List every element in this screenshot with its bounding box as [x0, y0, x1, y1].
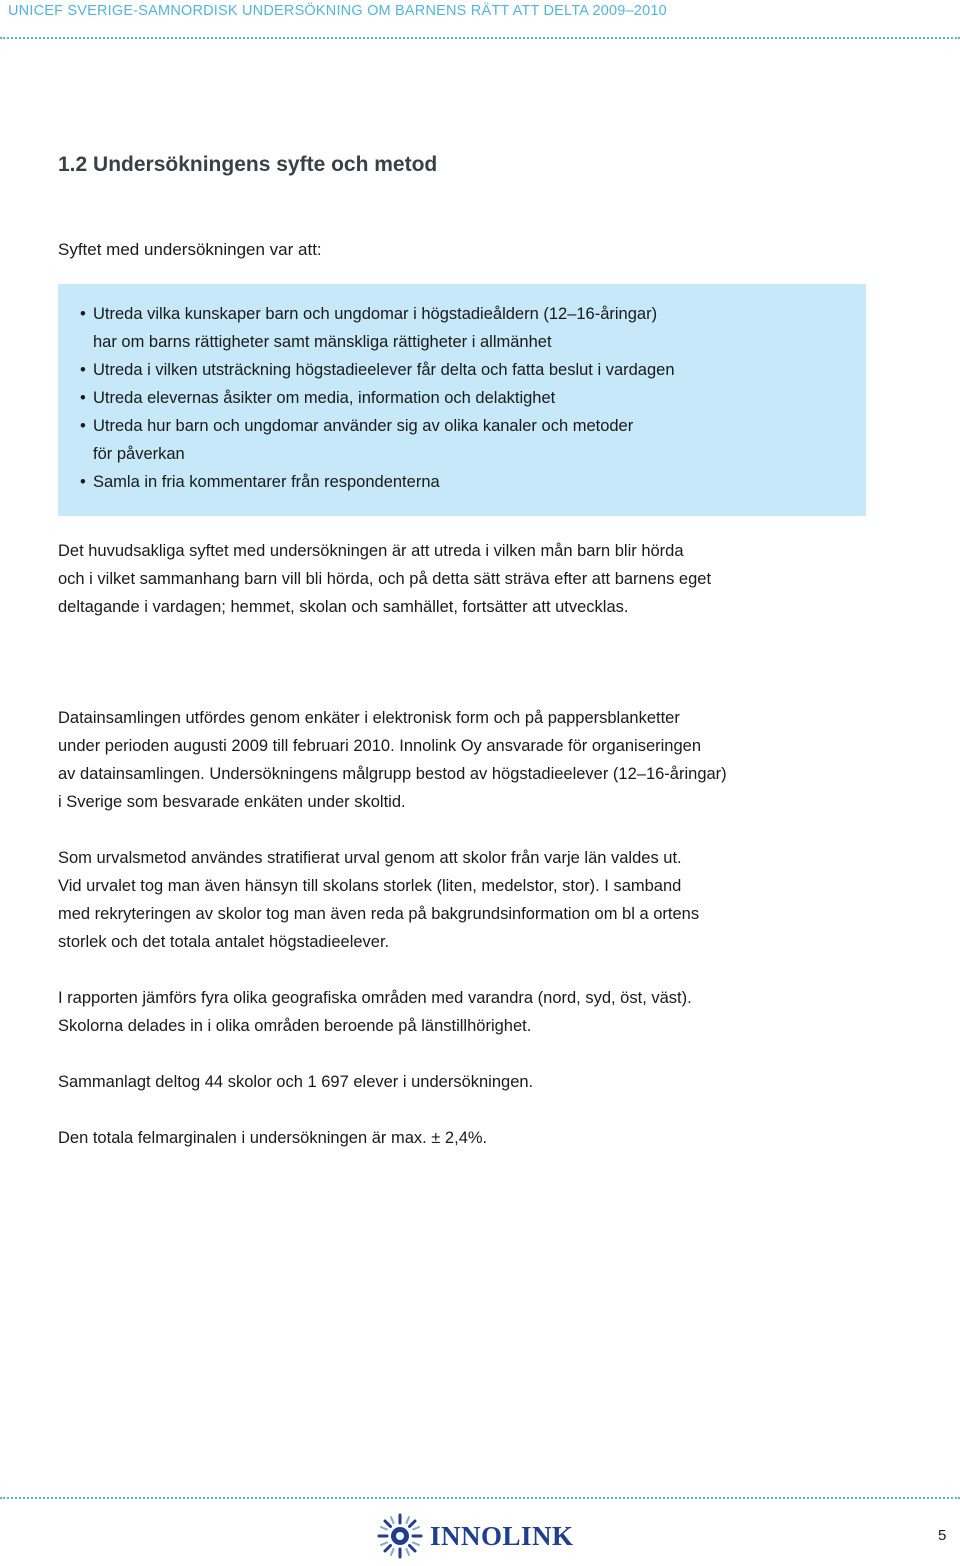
objective-item: [80, 412, 866, 440]
paragraph-line: under perioden augusti 2009 till februari 2010. Innolink Oy ansvarade för organiseringen: [58, 737, 702, 755]
paragraph-line: och i vilket sammanhang barn vill bli hörda, och på detta sätt sträva efter att barnens eget: [58, 570, 712, 588]
paragraph-line: Skolorna delades in i olika områden beroende på länstillhörighet.: [58, 1017, 532, 1035]
bullet-icon: •: [80, 361, 86, 379]
section-intro: Syftet med undersökningen var att:: [58, 240, 322, 259]
objectives-box: [58, 284, 866, 516]
paragraph-line: deltagande i vardagen; hemmet, skolan och samhället, fortsätter att utvecklas.: [58, 598, 629, 616]
objective-line: har om barns rättigheter samt mänskliga rättigheter i allmänhet: [93, 333, 552, 351]
objective-line: Utreda i vilken utsträckning högstadieelever får delta och fatta beslut i vardagen: [93, 361, 675, 379]
paragraph-main-purpose: [58, 537, 878, 621]
paragraph-line: Vid urvalet tog man även hänsyn till skolans storlek (liten, medelstor, stor). I samband: [58, 877, 682, 895]
paragraph-line: storlek och det totala antalet högstadieelever.: [58, 933, 390, 951]
objective-line: Utreda elevernas åsikter om media, information och delaktighet: [93, 389, 556, 407]
bullet-icon: •: [80, 473, 86, 491]
running-header: UNICEF SVERIGE-SAMNORDISK UNDERSÖKNING OM BARNENS RÄTT ATT DELTA 2009–2010: [8, 3, 667, 19]
logo-wordmark: INNOLINK: [430, 1520, 574, 1551]
footer-divider: [0, 1497, 960, 1499]
objective-item-continuation: [80, 328, 866, 356]
paragraph-line: med rekryteringen av skolor tog man även reda på bakgrundsinformation om bl a ortens: [58, 905, 700, 923]
section-title: 1.2 Undersökningens syfte och metod: [58, 153, 438, 176]
paragraph-line: i Sverige som besvarade enkäten under skoltid.: [58, 793, 406, 811]
paragraph-margin-of-error: [58, 1124, 878, 1152]
paragraph-sampling: [58, 844, 878, 956]
paragraph-participants: [58, 1068, 878, 1096]
objective-line: Samla in fria kommentarer från respondenterna: [93, 473, 440, 491]
objectives-list: [80, 300, 866, 496]
header-divider: [0, 37, 960, 39]
paragraph-data-collection: [58, 704, 878, 816]
paragraph-line: Den totala felmarginalen i undersökningen är max. ± 2,4%.: [58, 1129, 488, 1147]
innolink-sun-logo-icon: [376, 1512, 424, 1560]
objective-item: [80, 468, 866, 496]
innolink-logo: [376, 1509, 574, 1563]
paragraph-line: I rapporten jämförs fyra olika geografiska områden med varandra (nord, syd, öst, väst).: [58, 989, 692, 1007]
paragraph-line: Sammanlagt deltog 44 skolor och 1 697 elever i undersökningen.: [58, 1073, 534, 1091]
paragraph-line: Datainsamlingen utfördes genom enkäter i elektronisk form och på pappersblanketter: [58, 709, 680, 727]
paragraph-line: av datainsamlingen. Undersökningens målgrupp bestod av högstadieelever (12–16-åringar): [58, 765, 727, 783]
page-number: 5: [938, 1527, 947, 1544]
bullet-icon: •: [80, 305, 86, 323]
objective-line: Utreda hur barn och ungdomar använder sig av olika kanaler och metoder: [93, 417, 634, 435]
paragraph-line: Det huvudsakliga syftet med undersökningen är att utreda i vilken mån barn blir hörda: [58, 542, 684, 560]
bullet-icon: •: [80, 417, 86, 435]
objective-item: [80, 384, 866, 412]
objective-item-continuation: [80, 440, 866, 468]
paragraph-regions: [58, 984, 878, 1040]
objective-line: för påverkan: [93, 445, 185, 463]
bullet-icon: •: [80, 389, 86, 407]
paragraph-line: Som urvalsmetod användes stratifierat urval genom att skolor från varje län valdes ut.: [58, 849, 682, 867]
objective-item: [80, 356, 866, 384]
objective-line: Utreda vilka kunskaper barn och ungdomar i högstadieåldern (12–16-åringar): [93, 305, 658, 323]
objective-item: [80, 300, 866, 328]
